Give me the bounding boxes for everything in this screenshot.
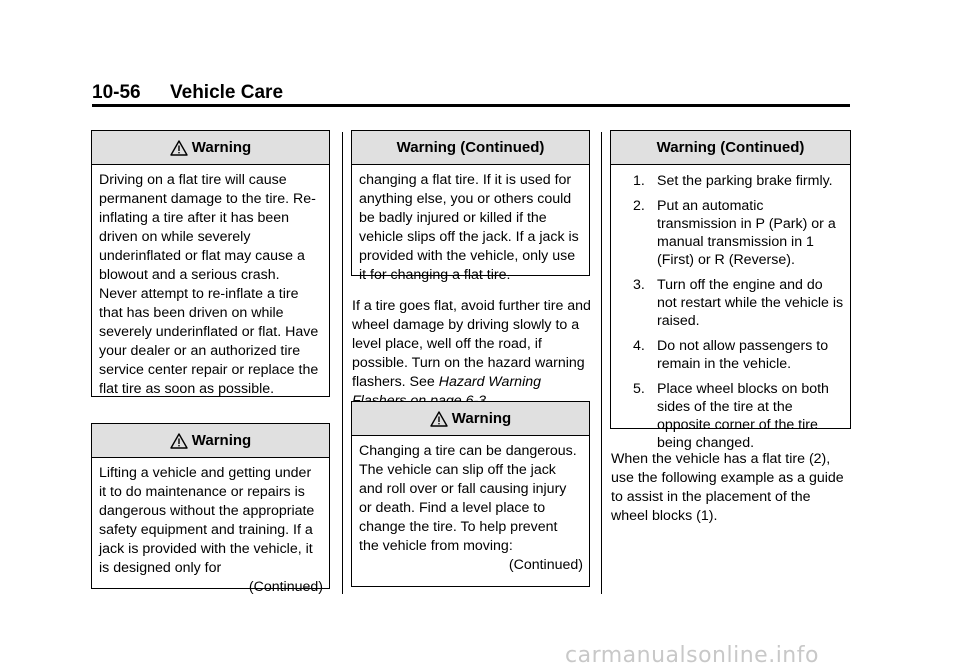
wheel-blocks-paragraph: When the vehicle has a flat tire (2), use the following example as a guide to assist in the placement of the wheel blocks (1).: [611, 451, 844, 524]
warning-title: Warning: [451, 410, 512, 427]
list-item: [633, 197, 844, 269]
section-title: Vehicle Care: [170, 82, 284, 103]
list-item: [633, 380, 844, 452]
continued-label: (Continued): [508, 557, 583, 573]
warning-header: [92, 131, 329, 165]
warning-icon: [430, 411, 448, 427]
step-number: 5.: [633, 381, 645, 397]
warning-box-continued: [351, 130, 590, 283]
warning-text: Changing a tire can be dangerous. The vehicle can slip off the jack and roll over or fall causing injury or death. Find a level place to change the tire. To help prevent the vehicle from moving:: [359, 443, 577, 554]
warning-text: changing a flat tire. If it is used for anything else, you or others could be badly injured or killed if the vehicle slips off the jack. If a jack is provided with the vehicle, only use it for changing a flat tire.: [359, 172, 579, 283]
step-number: 2.: [633, 198, 645, 214]
column-divider: [601, 132, 602, 594]
warning-header: Warning (Continued): [611, 131, 850, 165]
step-text: Turn off the engine and do not restart while the vehicle is raised.: [657, 277, 844, 329]
step-text: Put an automatic transmission in P (Park) or a manual transmission in 1 (First) or R (Reverse).: [657, 198, 836, 268]
warning-icon: [170, 140, 188, 156]
header-rule: [92, 104, 850, 107]
steps-list: [633, 172, 844, 452]
step-text: Place wheel blocks on both sides of the tire at the opposite corner of the tire being changed.: [657, 381, 829, 451]
column-divider: [342, 132, 343, 594]
step-text: Do not allow passengers to remain in the vehicle.: [657, 338, 829, 372]
step-text: Set the parking brake firmly.: [657, 173, 833, 189]
warning-title: Warning: [191, 139, 252, 156]
continued-label: (Continued): [248, 579, 323, 595]
step-number: 1.: [633, 173, 645, 189]
warning-header: [92, 424, 329, 458]
warning-icon: [170, 433, 188, 449]
warning-header: [352, 402, 589, 436]
paragraph-text: If a tire goes flat, avoid further tire and wheel damage by driving slowly to a level place, well off the road, if possible. Turn on the hazard warning flashers. See: [352, 298, 591, 390]
warning-text: Driving on a flat tire will cause permanent damage to the tire. Re-inflating a tire after it has been driven on while severely underinflated or flat may cause a blowout and a serious crash. Never attempt to re-inflate a tire that has been driven on while severely underinflated or flat. Have your dealer or an authorized tire service center repair or replace the flat tire as soon as possible.: [99, 172, 319, 397]
step-number: 4.: [633, 338, 645, 354]
warning-title: Warning: [191, 432, 252, 449]
list-item: [633, 276, 844, 330]
step-number: 3.: [633, 277, 645, 293]
warning-box-changing-tire: [351, 401, 590, 587]
cross-reference-link[interactable]: Hazard Warning: [438, 374, 541, 390]
page-number: 10-56: [92, 82, 141, 103]
warning-box-flat-tire: [91, 130, 330, 397]
warning-steps: [611, 165, 850, 463]
warning-header: Warning (Continued): [352, 131, 589, 165]
flat-tire-paragraph: [352, 297, 592, 411]
list-item: [633, 337, 844, 373]
watermark: carmanualsonline.info: [565, 643, 819, 668]
list-item: [633, 172, 844, 190]
warning-box-lifting: [91, 423, 330, 595]
warning-text: Lifting a vehicle and getting under it to do maintenance or repairs is dangerous without the appropriate safety equipment and training. If a jack is provided with the vehicle, it is designed only for: [99, 465, 315, 576]
page-header: [92, 82, 283, 104]
warning-box-steps: [610, 130, 851, 451]
